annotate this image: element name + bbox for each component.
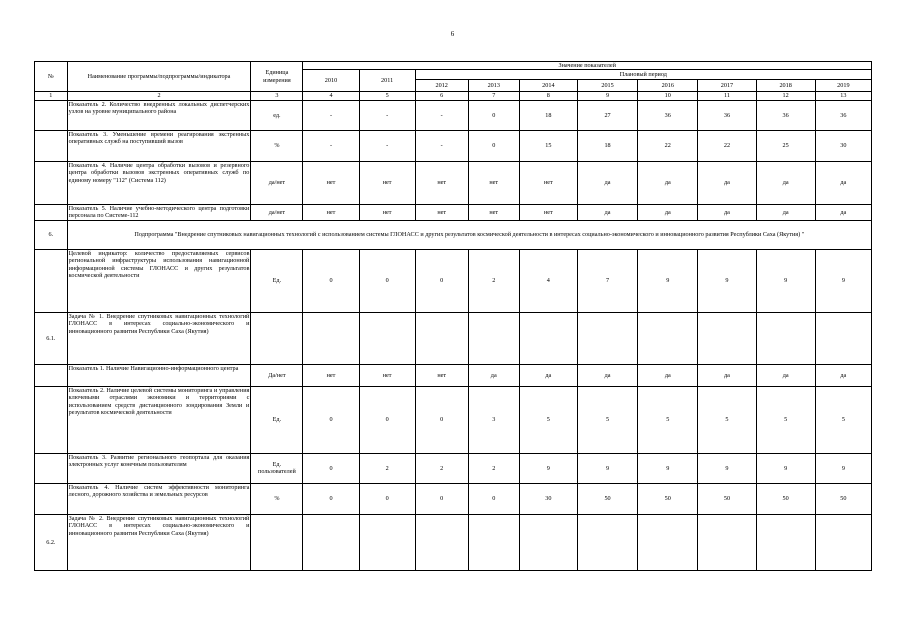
program-title: Подпрограмма "Внедрение спутниковых навигационных технологий с использованием системы ГЛОНАСС и других результатов космической деятельности в интересах социально-экономического и инновационного развития Республики Саха (Якутия) " — [67, 220, 871, 249]
unit-cell: ед. — [251, 100, 303, 130]
value-cell: 5 — [519, 386, 577, 453]
value-cell — [415, 514, 468, 570]
value-cell: 0 — [468, 100, 519, 130]
value-cell: 18 — [519, 100, 577, 130]
value-cell: 5 — [577, 386, 637, 453]
value-cell: 2 — [468, 249, 519, 312]
value-cell: 50 — [698, 483, 756, 514]
value-cell: 30 — [815, 130, 871, 161]
column-number: 3 — [251, 92, 303, 100]
table-row — [35, 386, 872, 453]
page-number: 6 — [450, 30, 455, 38]
header-num: № — [35, 62, 68, 92]
value-cell: 0 — [415, 483, 468, 514]
value-cell: 25 — [756, 130, 815, 161]
header-plan-group: Плановый период — [415, 70, 871, 80]
value-cell: 9 — [519, 453, 577, 483]
value-cell: 9 — [756, 249, 815, 312]
unit-cell: да/нет — [251, 161, 303, 204]
value-cell: 0 — [468, 130, 519, 161]
value-cell — [756, 312, 815, 364]
value-cell: да — [756, 161, 815, 204]
value-cell: 0 — [415, 249, 468, 312]
value-cell: - — [359, 100, 415, 130]
value-cell — [756, 514, 815, 570]
value-cell: нет — [519, 204, 577, 220]
value-cell: 5 — [638, 386, 698, 453]
unit-cell: да/нет — [251, 204, 303, 220]
table-row — [35, 483, 872, 514]
column-number: 6 — [415, 92, 468, 100]
column-number: 5 — [359, 92, 415, 100]
value-cell: 0 — [359, 386, 415, 453]
value-cell: нет — [303, 204, 359, 220]
value-cell: нет — [415, 204, 468, 220]
value-cell: да — [815, 204, 871, 220]
row-number — [35, 130, 68, 161]
unit-cell: % — [251, 130, 303, 161]
column-number: 8 — [519, 92, 577, 100]
value-cell: - — [415, 100, 468, 130]
table-row — [35, 312, 872, 364]
value-cell — [638, 312, 698, 364]
value-cell: 2 — [468, 453, 519, 483]
indicator-name: Показатель 5. Наличие учебно-методического центра подготовки персонала по Системе-112 — [68, 204, 250, 220]
value-cell: нет — [359, 364, 415, 386]
value-cell: 50 — [577, 483, 637, 514]
table-row — [35, 364, 872, 386]
value-cell: 5 — [698, 386, 756, 453]
value-cell — [359, 514, 415, 570]
program-row — [35, 220, 872, 249]
value-cell: 9 — [756, 453, 815, 483]
row-number — [35, 386, 68, 453]
value-cell: нет — [468, 161, 519, 204]
column-number: 1 — [35, 92, 68, 100]
value-cell: 0 — [415, 386, 468, 453]
table-row — [35, 100, 872, 130]
indicator-name: Показатель 3. Развитие регионального геопортала для оказания электронных услуг конечным пользователям — [67, 453, 251, 483]
unit-cell: Ед. — [251, 386, 303, 453]
value-cell: 22 — [638, 130, 698, 161]
value-cell — [638, 514, 698, 570]
value-cell — [519, 312, 577, 364]
value-cell: да — [815, 161, 871, 204]
value-cell: нет — [359, 204, 415, 220]
row-number — [35, 161, 68, 204]
indicator-name: Задача № 1. Внедрение спутниковых навигационных технологий ГЛОНАСС в интересах социально-экономического и инновационного развития Республики Саха (Якутия) — [67, 312, 251, 364]
row-number: 6. — [35, 220, 68, 249]
value-cell — [815, 312, 871, 364]
header-year: 2011 — [359, 70, 415, 92]
value-cell: да — [638, 161, 698, 204]
value-cell: да — [577, 364, 637, 386]
indicator-name: Показатель 4. Наличие систем эффективности мониторинга лесного, дорожного хозяйства и земельных ресурсов — [67, 483, 251, 514]
value-cell: 30 — [519, 483, 577, 514]
value-cell: 4 — [519, 249, 577, 312]
value-cell — [303, 312, 359, 364]
header-year: 2015 — [577, 80, 637, 92]
value-cell — [698, 312, 756, 364]
value-cell: 0 — [468, 483, 519, 514]
value-cell: 9 — [698, 453, 756, 483]
indicator-name: Показатель 2. Количество внедренных локальных диспетчерских узлов на уровне муниципального района — [67, 100, 251, 130]
row-number — [35, 364, 68, 386]
value-cell: да — [638, 364, 698, 386]
table-row — [35, 161, 872, 204]
value-cell: - — [359, 130, 415, 161]
value-cell — [359, 312, 415, 364]
value-cell: да — [577, 204, 637, 220]
value-cell — [468, 312, 519, 364]
value-cell: - — [303, 130, 359, 161]
table-row — [35, 249, 872, 312]
row-number — [35, 100, 68, 130]
table-row — [35, 453, 872, 483]
value-cell: нет — [468, 204, 519, 220]
header-year: 2018 — [756, 80, 815, 92]
indicator-name: Показатель 4. Наличие центра обработки вызовов и резервного центра обработки вызовов экстренных оперативных служб по единому номеру "112" (Система 112) — [67, 161, 251, 204]
row-number — [35, 249, 68, 312]
value-cell: 50 — [638, 483, 698, 514]
value-cell: - — [303, 100, 359, 130]
value-cell: 27 — [577, 100, 637, 130]
value-cell: 9 — [577, 453, 637, 483]
value-cell: нет — [359, 161, 415, 204]
value-cell: 36 — [815, 100, 871, 130]
header-year: 2019 — [815, 80, 871, 92]
column-number: 9 — [577, 92, 637, 100]
value-cell — [815, 514, 871, 570]
value-cell: 0 — [303, 249, 359, 312]
value-cell: да — [698, 364, 756, 386]
value-cell — [468, 514, 519, 570]
row-number: 6.2. — [35, 514, 68, 570]
row-number — [35, 483, 68, 514]
unit-cell — [251, 312, 303, 364]
value-cell: нет — [303, 364, 359, 386]
row-number: 6.1. — [35, 312, 68, 364]
unit-cell: Да/нет — [251, 364, 303, 386]
value-cell: да — [698, 204, 756, 220]
value-cell: нет — [415, 364, 468, 386]
table-row — [35, 514, 872, 570]
indicators-table — [34, 61, 872, 571]
unit-cell — [251, 514, 303, 570]
value-cell — [303, 514, 359, 570]
unit-cell: Ед. пользователей — [251, 453, 303, 483]
value-cell: нет — [519, 161, 577, 204]
value-cell: 50 — [756, 483, 815, 514]
value-cell: - — [415, 130, 468, 161]
value-cell: нет — [415, 161, 468, 204]
row-number — [35, 453, 68, 483]
column-number: 13 — [815, 92, 871, 100]
column-number: 10 — [638, 92, 698, 100]
value-cell: 2 — [359, 453, 415, 483]
value-cell: 3 — [468, 386, 519, 453]
column-number: 11 — [698, 92, 756, 100]
value-cell — [415, 312, 468, 364]
value-cell: 0 — [359, 249, 415, 312]
column-number: 4 — [303, 92, 359, 100]
value-cell: 22 — [698, 130, 756, 161]
value-cell: 0 — [303, 453, 359, 483]
value-cell: 0 — [303, 386, 359, 453]
value-cell: 36 — [698, 100, 756, 130]
indicator-name: Показатель 1. Наличие Навигационно-информационного центра — [67, 364, 251, 386]
value-cell: 0 — [359, 483, 415, 514]
value-cell: 5 — [756, 386, 815, 453]
value-cell: да — [468, 364, 519, 386]
value-cell — [577, 514, 637, 570]
value-cell — [698, 514, 756, 570]
value-cell: 50 — [815, 483, 871, 514]
value-cell: 9 — [638, 453, 698, 483]
table-row — [35, 130, 872, 161]
value-cell: 9 — [638, 249, 698, 312]
header-year: 2010 — [303, 70, 359, 92]
table-row — [35, 204, 872, 220]
header-year: 2012 — [415, 80, 468, 92]
value-cell: 15 — [519, 130, 577, 161]
value-cell: 0 — [303, 483, 359, 514]
value-cell — [519, 514, 577, 570]
unit-cell: Ед. — [251, 249, 303, 312]
value-cell — [577, 312, 637, 364]
header-year: 2013 — [468, 80, 519, 92]
header-values-group: Значение показателей — [303, 62, 872, 70]
header-year: 2017 — [698, 80, 756, 92]
value-cell: да — [756, 364, 815, 386]
value-cell: да — [638, 204, 698, 220]
value-cell: нет — [303, 161, 359, 204]
value-cell: 36 — [638, 100, 698, 130]
value-cell: 9 — [698, 249, 756, 312]
value-cell: 18 — [577, 130, 637, 161]
value-cell: 2 — [415, 453, 468, 483]
value-cell: 9 — [815, 453, 871, 483]
unit-cell: % — [251, 483, 303, 514]
value-cell: 36 — [756, 100, 815, 130]
column-number: 2 — [67, 92, 251, 100]
indicator-name: Показатель 3. Уменьшение времени реагирования экстренных оперативных служб на поступивший вызов — [67, 130, 251, 161]
header-year: 2016 — [638, 80, 698, 92]
value-cell: да — [756, 204, 815, 220]
header-name: Наименование программы/подпрограммы/индикатора — [67, 62, 251, 92]
row-number — [35, 204, 68, 220]
indicator-name: Показатель 2. Наличие целевой системы мониторинга и управления ключевыми отраслями экономики и территориями с использованием средств дистанционного зондирования Земли и результатов космической деятельности — [67, 386, 251, 453]
column-number: 7 — [468, 92, 519, 100]
value-cell: 7 — [577, 249, 637, 312]
value-cell: да — [698, 161, 756, 204]
header-unit: Единица измерения — [251, 62, 303, 92]
indicator-name: Задача № 2. Внедрение спутниковых навигационных технологий ГЛОНАСС в интересах социально-экономического и инновационного развития Республики Саха (Якутия) — [67, 514, 251, 570]
value-cell: да — [519, 364, 577, 386]
column-number: 12 — [756, 92, 815, 100]
value-cell: 9 — [815, 249, 871, 312]
value-cell: да — [577, 161, 637, 204]
header-year: 2014 — [519, 80, 577, 92]
value-cell: 5 — [815, 386, 871, 453]
value-cell: да — [815, 364, 871, 386]
indicator-name: Целевой индикатор: количество предоставляемых сервисов региональной инфраструктуры использования навигационной информационной системы ГЛОНАСС и других результатов космической деятельности — [67, 249, 251, 312]
